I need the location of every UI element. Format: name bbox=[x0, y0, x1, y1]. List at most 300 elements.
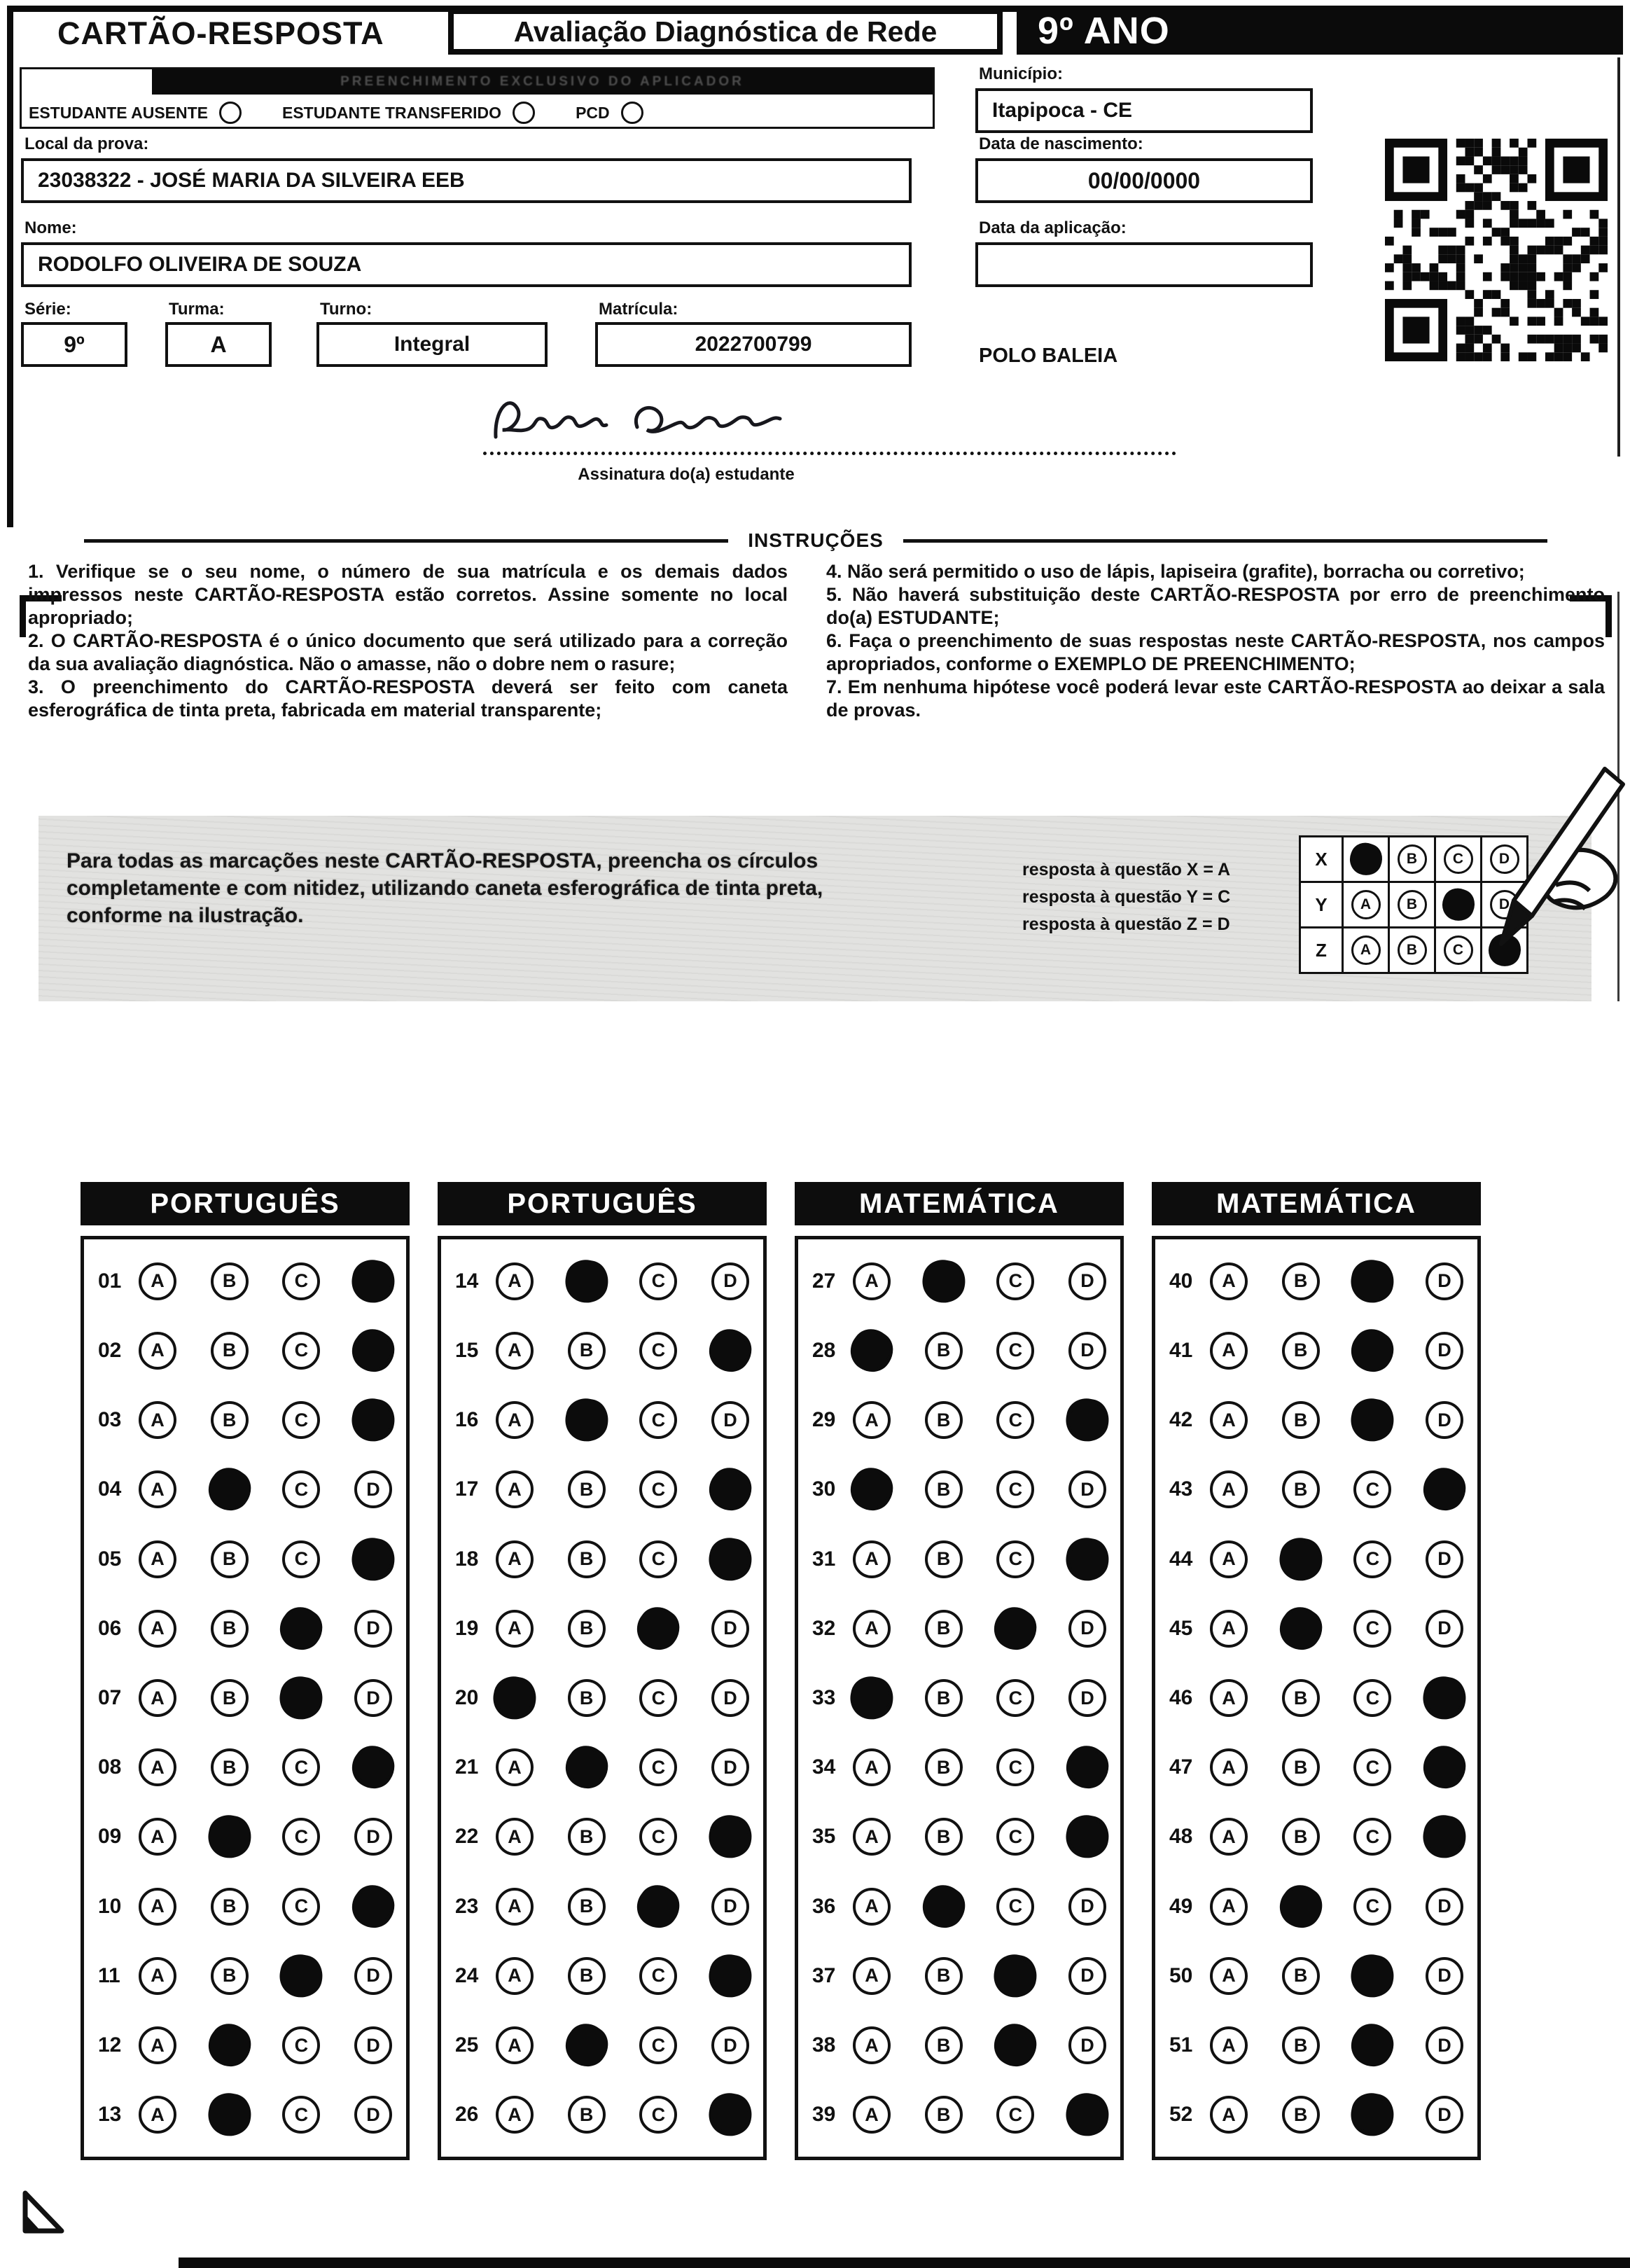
bubble-B-filled[interactable] bbox=[205, 2091, 253, 2139]
bubble-C-filled[interactable] bbox=[1349, 2091, 1397, 2139]
bubble-B-filled[interactable] bbox=[205, 1465, 254, 1514]
bubble-C[interactable]: C bbox=[1353, 1610, 1391, 1648]
bubble-group bbox=[853, 1888, 1106, 1926]
bubble-C[interactable]: C bbox=[996, 1748, 1034, 1786]
bubble-group bbox=[1210, 2026, 1463, 2064]
bubble-B[interactable]: B bbox=[925, 1957, 963, 1995]
bubble-A[interactable]: A bbox=[496, 1401, 534, 1439]
bubble-D[interactable]: D bbox=[1426, 1332, 1463, 1370]
left-border-rule bbox=[7, 6, 13, 527]
question-row bbox=[455, 1316, 749, 1385]
bubble-B[interactable]: B bbox=[211, 1262, 249, 1300]
bubble-C[interactable]: C bbox=[1353, 1818, 1391, 1856]
bubble-C[interactable]: C bbox=[639, 1540, 677, 1578]
bubble-C[interactable]: C bbox=[1353, 1888, 1391, 1926]
bubble-D[interactable]: D bbox=[711, 1748, 749, 1786]
bubble-B[interactable]: B bbox=[1282, 1679, 1320, 1717]
bubble-D-filled[interactable] bbox=[1063, 1813, 1111, 1861]
signature-label: Assinatura do(a) estudante bbox=[578, 465, 795, 484]
bubble-group bbox=[1210, 2096, 1463, 2134]
question-number: 25 bbox=[455, 2033, 479, 2057]
example-answer-line: resposta à questão Y = C bbox=[1022, 886, 1231, 907]
bubble-B[interactable]: B bbox=[1282, 1262, 1320, 1300]
bubble-D[interactable]: D bbox=[711, 1888, 749, 1926]
question-number: 33 bbox=[812, 1686, 836, 1710]
bubble-B[interactable]: B bbox=[925, 1332, 963, 1370]
signature-line[interactable] bbox=[483, 420, 1176, 455]
nascimento-label: Data de nascimento: bbox=[979, 134, 1143, 153]
bubble-A[interactable]: A bbox=[1210, 1679, 1248, 1717]
bubble-B[interactable]: B bbox=[568, 1957, 606, 1995]
bubble-A[interactable]: A bbox=[853, 1262, 891, 1300]
bubble-D[interactable]: D bbox=[1426, 1888, 1463, 1926]
bubble-B-filled[interactable] bbox=[919, 1257, 968, 1305]
bubble-B-filled[interactable] bbox=[205, 1813, 253, 1861]
example-bubble-A[interactable] bbox=[1351, 844, 1381, 874]
bubble-group bbox=[1210, 1610, 1463, 1648]
bubble-C[interactable]: C bbox=[639, 1748, 677, 1786]
bubble-C[interactable]: C bbox=[996, 1262, 1034, 1300]
question-number: 27 bbox=[812, 1269, 836, 1293]
bubble-B[interactable]: B bbox=[568, 1679, 606, 1717]
bubble-D-filled[interactable] bbox=[1420, 1813, 1468, 1861]
hand-pen-illustration bbox=[1468, 767, 1629, 978]
bubble-A[interactable]: A bbox=[496, 1332, 534, 1370]
municipio-label: Município: bbox=[979, 64, 1063, 83]
municipio-value: Itapipoca - CE bbox=[992, 99, 1133, 122]
question-row bbox=[455, 1872, 749, 1941]
bubble-B[interactable]: B bbox=[1282, 1470, 1320, 1508]
bubble-C-filled[interactable] bbox=[1349, 1396, 1397, 1445]
nascimento-value: 00/00/0000 bbox=[1087, 167, 1201, 193]
bubble-A[interactable]: A bbox=[1210, 1332, 1248, 1370]
bubble-A[interactable]: A bbox=[496, 1540, 534, 1578]
bubble-A-filled[interactable] bbox=[490, 1674, 538, 1723]
bubble-D-filled[interactable] bbox=[706, 1535, 754, 1583]
bubble-C-filled[interactable] bbox=[277, 1604, 326, 1653]
bubble-A[interactable]: A bbox=[1210, 1610, 1248, 1648]
bubble-C[interactable]: C bbox=[282, 1818, 320, 1856]
bubble-A[interactable]: A bbox=[139, 1540, 176, 1578]
bubble-C[interactable]: C bbox=[639, 1262, 677, 1300]
answer-box bbox=[81, 1236, 410, 2160]
question-row bbox=[812, 1872, 1106, 1941]
bubble-D-filled[interactable] bbox=[349, 1882, 398, 1931]
local-value: 23038322 - JOSÉ MARIA DA SILVEIRA EEB bbox=[38, 169, 465, 192]
right-edge-mark bbox=[1617, 57, 1620, 457]
bubble-A[interactable]: A bbox=[1210, 1888, 1248, 1926]
question-number: 02 bbox=[98, 1338, 122, 1362]
bubble-A[interactable]: A bbox=[496, 2096, 534, 2134]
bubble-A[interactable]: A bbox=[1210, 1818, 1248, 1856]
bubble-A[interactable]: A bbox=[139, 1888, 176, 1926]
bubble-D[interactable]: D bbox=[354, 1957, 392, 1995]
instruction-item: 1. Verifique se o seu nome, o número de sua matrícula e os demais dados impressos neste CARTÃO-RESPOSTA estão corretos. Assine somente no local apropriado; bbox=[28, 561, 788, 628]
bubble-A[interactable]: A bbox=[139, 1679, 176, 1717]
bubble-D[interactable]: D bbox=[711, 1262, 749, 1300]
status-checkbox-label: PCD bbox=[576, 103, 610, 122]
bubble-B[interactable]: B bbox=[1282, 1818, 1320, 1856]
bubble-D[interactable]: D bbox=[354, 2096, 392, 2134]
bubble-A[interactable]: A bbox=[139, 1818, 176, 1856]
bubble-C[interactable]: C bbox=[996, 2096, 1034, 2134]
example-grid-cell bbox=[1342, 928, 1388, 972]
question-row bbox=[455, 2080, 749, 2150]
example-bubble-D[interactable]: D bbox=[1490, 844, 1519, 874]
bubble-B-filled[interactable] bbox=[1276, 1604, 1325, 1653]
bubble-D[interactable]: D bbox=[1068, 1332, 1106, 1370]
bubble-D[interactable]: D bbox=[1426, 1262, 1463, 1300]
bubble-C[interactable]: C bbox=[282, 1748, 320, 1786]
bubble-D-filled[interactable] bbox=[1063, 1743, 1112, 1792]
bubble-D-filled[interactable] bbox=[1063, 1535, 1111, 1583]
bubble-A[interactable]: A bbox=[1210, 2096, 1248, 2134]
question-row bbox=[98, 2080, 392, 2150]
bubble-group bbox=[853, 1332, 1106, 1370]
bubble-A[interactable]: A bbox=[853, 2096, 891, 2134]
nome-field bbox=[21, 242, 912, 287]
bubble-A[interactable]: A bbox=[139, 1332, 176, 1370]
question-row bbox=[1169, 1594, 1463, 1663]
question-row bbox=[98, 1455, 392, 1524]
bubble-D[interactable]: D bbox=[1426, 1401, 1463, 1439]
bubble-B[interactable]: B bbox=[925, 1610, 963, 1648]
bubble-B-filled[interactable] bbox=[205, 2021, 254, 2070]
bubble-A[interactable]: A bbox=[1210, 1748, 1248, 1786]
bubble-D[interactable]: D bbox=[354, 1610, 392, 1648]
bubble-B[interactable]: B bbox=[1282, 2096, 1320, 2134]
bubble-D-filled[interactable] bbox=[349, 1326, 398, 1375]
bubble-C-filled[interactable] bbox=[1348, 1326, 1397, 1375]
example-grid-cell bbox=[1388, 837, 1434, 881]
bubble-A[interactable]: A bbox=[496, 1748, 534, 1786]
bubble-C[interactable]: C bbox=[996, 1888, 1034, 1926]
status-checkbox[interactable] bbox=[219, 102, 242, 124]
bubble-D-filled[interactable] bbox=[349, 1535, 397, 1583]
bubble-A[interactable]: A bbox=[853, 2026, 891, 2064]
bubble-C-filled[interactable] bbox=[1349, 1257, 1397, 1305]
bubble-B[interactable]: B bbox=[211, 1748, 249, 1786]
bubble-C[interactable]: C bbox=[1353, 1748, 1391, 1786]
bubble-B[interactable]: B bbox=[568, 1888, 606, 1926]
bubble-A[interactable]: A bbox=[496, 1262, 534, 1300]
bubble-C[interactable]: C bbox=[282, 2096, 320, 2134]
aplicacao-field bbox=[975, 242, 1313, 287]
example-bubble-B[interactable]: B bbox=[1398, 890, 1427, 919]
bubble-A[interactable]: A bbox=[1210, 1470, 1248, 1508]
bubble-C[interactable]: C bbox=[996, 1401, 1034, 1439]
bubble-C[interactable]: C bbox=[1353, 1540, 1391, 1578]
bubble-B[interactable]: B bbox=[211, 1679, 249, 1717]
bubble-C[interactable]: C bbox=[639, 1818, 677, 1856]
question-row bbox=[812, 1246, 1106, 1316]
bubble-B[interactable]: B bbox=[211, 1888, 249, 1926]
bubble-D[interactable]: D bbox=[711, 1679, 749, 1717]
bubble-D[interactable]: D bbox=[1426, 2026, 1463, 2064]
bubble-B-filled[interactable] bbox=[562, 1396, 611, 1445]
bubble-C[interactable]: C bbox=[639, 1679, 677, 1717]
bubble-A[interactable]: A bbox=[139, 1262, 176, 1300]
bubble-group bbox=[853, 2096, 1106, 2134]
bubble-C[interactable]: C bbox=[282, 1888, 320, 1926]
bubble-group bbox=[853, 1748, 1106, 1786]
bubble-B[interactable]: B bbox=[925, 1818, 963, 1856]
bubble-D-filled[interactable] bbox=[1063, 2091, 1111, 2139]
bubble-group bbox=[139, 1401, 392, 1439]
bubble-B[interactable]: B bbox=[211, 1957, 249, 1995]
bubble-group bbox=[853, 1540, 1106, 1578]
bubble-C[interactable]: C bbox=[639, 2026, 677, 2064]
question-number: 17 bbox=[455, 1477, 479, 1501]
turma-value: A bbox=[210, 331, 227, 357]
bubble-B[interactable]: B bbox=[925, 1679, 963, 1717]
bubble-B[interactable]: B bbox=[1282, 1748, 1320, 1786]
bubble-D[interactable]: D bbox=[1068, 1957, 1106, 1995]
bubble-D[interactable]: D bbox=[1068, 1679, 1106, 1717]
grade-label: 9º ANO bbox=[1038, 10, 1170, 52]
bubble-C-filled[interactable] bbox=[277, 1674, 326, 1723]
bubble-D[interactable]: D bbox=[354, 1679, 392, 1717]
bubble-C-filled[interactable] bbox=[1348, 2021, 1397, 2070]
question-number: 10 bbox=[98, 1894, 122, 1918]
bubble-group bbox=[1210, 1401, 1463, 1439]
example-grid-cell bbox=[1342, 837, 1388, 881]
bubble-B[interactable]: B bbox=[568, 1332, 606, 1370]
bubble-C-filled[interactable] bbox=[991, 2021, 1040, 2070]
bubble-B[interactable]: B bbox=[925, 1748, 963, 1786]
bubble-D[interactable]: D bbox=[711, 2026, 749, 2064]
bubble-C[interactable]: C bbox=[996, 1332, 1034, 1370]
bubble-C[interactable]: C bbox=[282, 1332, 320, 1370]
bubble-A-filled[interactable] bbox=[847, 1674, 896, 1723]
bubble-B-filled[interactable] bbox=[1276, 1535, 1325, 1583]
bubble-A[interactable]: A bbox=[853, 1610, 891, 1648]
bubble-D[interactable]: D bbox=[354, 1818, 392, 1856]
bubble-A[interactable]: A bbox=[853, 1888, 891, 1926]
bubble-A[interactable]: A bbox=[139, 1610, 176, 1648]
bubble-C[interactable]: C bbox=[282, 1262, 320, 1300]
bubble-B[interactable]: B bbox=[568, 1540, 606, 1578]
bubble-D[interactable]: D bbox=[354, 1470, 392, 1508]
bubble-C[interactable]: C bbox=[1353, 1470, 1391, 1508]
bubble-A[interactable]: A bbox=[139, 1470, 176, 1508]
bubble-B[interactable]: B bbox=[568, 1610, 606, 1648]
bubble-C[interactable]: C bbox=[282, 2026, 320, 2064]
bubble-C[interactable]: C bbox=[282, 1470, 320, 1508]
bubble-B-filled[interactable] bbox=[919, 1882, 968, 1931]
question-number: 49 bbox=[1169, 1894, 1193, 1918]
bubble-D-filled[interactable] bbox=[706, 1326, 755, 1375]
bubble-C[interactable]: C bbox=[996, 1540, 1034, 1578]
bubble-group bbox=[496, 1679, 749, 1717]
question-row bbox=[98, 1316, 392, 1385]
example-bubble-A[interactable]: A bbox=[1351, 935, 1381, 965]
bubble-group bbox=[496, 1470, 749, 1508]
bubble-B[interactable]: B bbox=[925, 2026, 963, 2064]
bubble-C-filled[interactable] bbox=[1349, 1952, 1397, 2000]
bubble-group bbox=[496, 1540, 749, 1578]
municipio-field bbox=[975, 88, 1313, 133]
bubble-B[interactable]: B bbox=[1282, 2026, 1320, 2064]
applicator-box bbox=[20, 67, 935, 129]
bubble-D[interactable]: D bbox=[1068, 1888, 1106, 1926]
bubble-D[interactable]: D bbox=[1426, 2096, 1463, 2134]
bubble-A[interactable]: A bbox=[139, 1401, 176, 1439]
example-row-label: Z bbox=[1316, 939, 1327, 961]
bubble-A[interactable]: A bbox=[1210, 1262, 1248, 1300]
bubble-C[interactable]: C bbox=[639, 1401, 677, 1439]
bubble-group bbox=[139, 1888, 392, 1926]
question-row bbox=[1169, 1385, 1463, 1454]
bubble-D[interactable]: D bbox=[1426, 1957, 1463, 1995]
bubble-B-filled[interactable] bbox=[562, 1743, 611, 1792]
bubble-B[interactable]: B bbox=[1282, 1401, 1320, 1439]
bubble-C[interactable]: C bbox=[639, 1332, 677, 1370]
bubble-A[interactable]: A bbox=[496, 1888, 534, 1926]
section-title: MATEMÁTICA bbox=[795, 1182, 1124, 1225]
bubble-D-filled[interactable] bbox=[349, 1257, 397, 1305]
bubble-C[interactable]: C bbox=[1353, 1679, 1391, 1717]
bubble-C[interactable]: C bbox=[639, 1470, 677, 1508]
bubble-C[interactable]: C bbox=[996, 1679, 1034, 1717]
bubble-B-filled[interactable] bbox=[562, 1257, 611, 1305]
question-number: 46 bbox=[1169, 1686, 1193, 1710]
bubble-D[interactable]: D bbox=[1068, 1262, 1106, 1300]
bubble-D[interactable]: D bbox=[1068, 1610, 1106, 1648]
bubble-C[interactable]: C bbox=[996, 1470, 1034, 1508]
instruction-item: 5. Não haverá substituição deste CARTÃO-RESPOSTA por erro de preenchimento do(a) ESTUDANTE; bbox=[826, 583, 1605, 628]
question-row bbox=[455, 1594, 749, 1663]
bubble-group bbox=[496, 1888, 749, 1926]
bubble-D-filled[interactable] bbox=[1063, 1396, 1111, 1445]
bubble-A[interactable]: A bbox=[853, 1401, 891, 1439]
bubble-group bbox=[1210, 1679, 1463, 1717]
serie-field bbox=[21, 322, 127, 367]
bubble-B[interactable]: B bbox=[568, 2096, 606, 2134]
question-number: 07 bbox=[98, 1686, 122, 1710]
question-row bbox=[1169, 1872, 1463, 1941]
bubble-D-filled[interactable] bbox=[349, 1743, 398, 1792]
bubble-A[interactable]: A bbox=[853, 1540, 891, 1578]
bubble-B[interactable]: B bbox=[1282, 1332, 1320, 1370]
example-bubble-D[interactable]: D bbox=[1490, 890, 1519, 919]
bubble-C-filled[interactable] bbox=[634, 1882, 683, 1931]
bubble-D[interactable]: D bbox=[711, 1401, 749, 1439]
bubble-A-filled[interactable] bbox=[847, 1326, 896, 1375]
instructions-right-column bbox=[826, 560, 1605, 722]
bubble-A[interactable]: A bbox=[496, 2026, 534, 2064]
bubble-B[interactable]: B bbox=[1282, 1957, 1320, 1995]
bubble-C-filled[interactable] bbox=[634, 1604, 683, 1653]
bubble-C[interactable]: C bbox=[282, 1401, 320, 1439]
bubble-A[interactable]: A bbox=[496, 1470, 534, 1508]
bubble-D[interactable]: D bbox=[1426, 1540, 1463, 1578]
bubble-D[interactable]: D bbox=[354, 2026, 392, 2064]
bubble-B[interactable]: B bbox=[211, 1540, 249, 1578]
bubble-D-filled[interactable] bbox=[1420, 1743, 1469, 1792]
bubble-D-filled[interactable] bbox=[706, 1813, 754, 1861]
bubble-C[interactable]: C bbox=[639, 2096, 677, 2134]
bubble-B-filled[interactable] bbox=[1276, 1882, 1325, 1931]
answer-section bbox=[81, 1182, 410, 2160]
example-bubble-B[interactable]: B bbox=[1398, 935, 1427, 965]
bubble-group bbox=[496, 1262, 749, 1300]
bubble-C-filled[interactable] bbox=[991, 1604, 1040, 1653]
bubble-A[interactable]: A bbox=[139, 1748, 176, 1786]
bubble-B[interactable]: B bbox=[211, 1332, 249, 1370]
bubble-A[interactable]: A bbox=[496, 1818, 534, 1856]
status-checkbox[interactable] bbox=[621, 102, 643, 124]
bubble-C[interactable]: C bbox=[639, 1957, 677, 1995]
bubble-A[interactable]: A bbox=[1210, 1957, 1248, 1995]
section-title: PORTUGUÊS bbox=[81, 1182, 410, 1225]
example-bubble-A[interactable]: A bbox=[1351, 890, 1381, 919]
bubble-A[interactable]: A bbox=[1210, 2026, 1248, 2064]
bubble-A[interactable]: A bbox=[853, 1818, 891, 1856]
bubble-D-filled[interactable] bbox=[706, 1952, 754, 2000]
status-checkbox[interactable] bbox=[513, 102, 535, 124]
question-row bbox=[812, 1385, 1106, 1454]
question-number: 45 bbox=[1169, 1616, 1193, 1640]
bubble-A[interactable]: A bbox=[496, 1610, 534, 1648]
bubble-D-filled[interactable] bbox=[349, 1396, 397, 1445]
bubble-A[interactable]: A bbox=[139, 2026, 176, 2064]
bubble-D[interactable]: D bbox=[1068, 1470, 1106, 1508]
bubble-A-filled[interactable] bbox=[847, 1465, 896, 1514]
example-bubble-C[interactable]: C bbox=[1444, 935, 1473, 965]
bubble-group bbox=[853, 1957, 1106, 1995]
bubble-D-filled[interactable] bbox=[1420, 1465, 1469, 1514]
bubble-A[interactable]: A bbox=[1210, 1540, 1248, 1578]
matricula-label: Matrícula: bbox=[599, 300, 678, 319]
bubble-C-filled[interactable] bbox=[991, 1952, 1040, 2000]
bubble-A[interactable]: A bbox=[139, 2096, 176, 2134]
bubble-A[interactable]: A bbox=[139, 1957, 176, 1995]
bubble-B[interactable]: B bbox=[925, 2096, 963, 2134]
bubble-C[interactable]: C bbox=[996, 1818, 1034, 1856]
bubble-A[interactable]: A bbox=[853, 1957, 891, 1995]
bubble-B[interactable]: B bbox=[925, 1470, 963, 1508]
bubble-A[interactable]: A bbox=[496, 1957, 534, 1995]
instruction-item: 4. Não será permitido o uso de lápis, lapiseira (grafite), borracha ou corretivo; bbox=[826, 561, 1525, 582]
bubble-B[interactable]: B bbox=[568, 1818, 606, 1856]
bubble-D-filled[interactable] bbox=[706, 1465, 755, 1514]
bubble-D[interactable]: D bbox=[1426, 1610, 1463, 1648]
bubble-C[interactable]: C bbox=[282, 1540, 320, 1578]
bubble-C-filled[interactable] bbox=[277, 1952, 326, 2000]
question-number: 01 bbox=[98, 1269, 122, 1293]
bubble-B[interactable]: B bbox=[211, 1401, 249, 1439]
bubble-B[interactable]: B bbox=[211, 1610, 249, 1648]
bubble-D[interactable]: D bbox=[711, 1610, 749, 1648]
bubble-D-filled[interactable] bbox=[1420, 1674, 1468, 1723]
bubble-D[interactable]: D bbox=[1068, 2026, 1106, 2064]
bubble-A[interactable]: A bbox=[1210, 1401, 1248, 1439]
question-number: 35 bbox=[812, 1825, 836, 1849]
bubble-D-filled[interactable] bbox=[706, 2091, 754, 2139]
bubble-A[interactable]: A bbox=[853, 1748, 891, 1786]
example-bubble-C[interactable]: C bbox=[1444, 844, 1473, 874]
bubble-B[interactable]: B bbox=[568, 1470, 606, 1508]
status-checkbox-label: ESTUDANTE AUSENTE bbox=[29, 103, 208, 122]
applicator-bar-label: PREENCHIMENTO EXCLUSIVO DO APLICADOR bbox=[340, 74, 744, 89]
bubble-B[interactable]: B bbox=[925, 1401, 963, 1439]
example-bubble-B[interactable]: B bbox=[1398, 844, 1427, 874]
bubble-group bbox=[139, 1610, 392, 1648]
bubble-B[interactable]: B bbox=[925, 1540, 963, 1578]
status-checkbox-label: ESTUDANTE TRANSFERIDO bbox=[282, 103, 502, 122]
bubble-B-filled[interactable] bbox=[562, 2021, 611, 2070]
